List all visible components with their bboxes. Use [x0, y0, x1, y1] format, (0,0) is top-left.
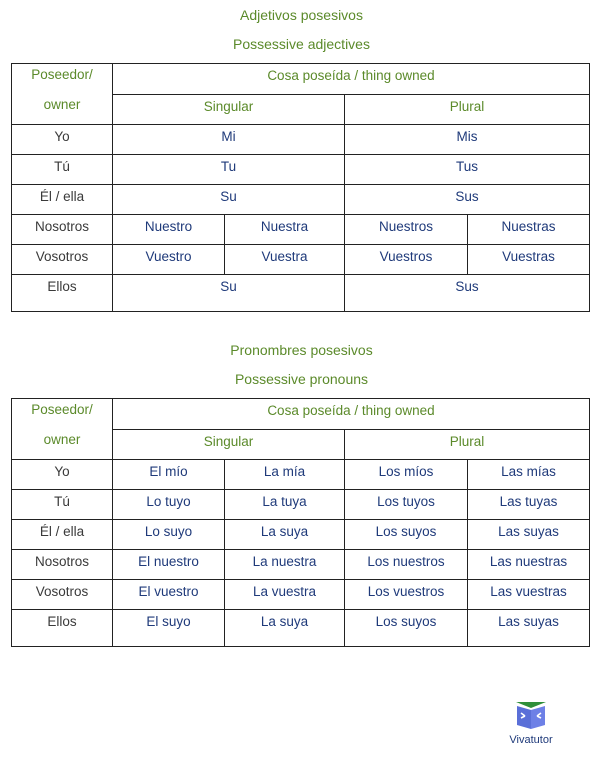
table-row: Yo El mío La mía Los míos Las mías [12, 460, 590, 490]
table-row: Vosotros El vuestro La vuestra Los vuestros Las vuestras [12, 580, 590, 610]
owner-header: Poseedor/ owner [12, 399, 113, 460]
thing-owned-header: Cosa poseída / thing owned [113, 64, 590, 95]
table-row: Él / ella Su Sus [12, 185, 590, 215]
logo-label: Vivatutor [509, 734, 553, 746]
table-row: Él / ella Lo suyo La suya Los suyos Las suyas [12, 520, 590, 550]
table-row: Tú Lo tuyo La tuya Los tuyos Las tuyas [12, 490, 590, 520]
open-book-icon [514, 700, 548, 730]
table-row: Vosotros Vuestro Vuestra Vuestros Vuestras [12, 245, 590, 275]
table-row: Tú Tu Tus [12, 155, 590, 185]
adjectives-title-en: Possessive adjectives [233, 36, 370, 52]
table-row: Nosotros El nuestro La nuestra Los nuestros Las nuestras [12, 550, 590, 580]
table-row: Nosotros Nuestro Nuestra Nuestros Nuestras [12, 215, 590, 245]
singular-header: Singular [113, 94, 345, 125]
adjectives-title-es: Adjetivos posesivos [240, 7, 363, 23]
owner-header: Poseedor/ owner [12, 64, 113, 125]
table-row: Yo Mi Mis [12, 125, 590, 155]
pronouns-table [11, 398, 590, 647]
pronouns-title-es: Pronombres posesivos [230, 342, 373, 358]
adjectives-table [11, 63, 590, 312]
singular-header: Singular [113, 429, 345, 460]
thing-owned-header: Cosa poseída / thing owned [113, 399, 590, 430]
vivatutor-logo [503, 700, 559, 746]
pronouns-title-en: Possessive pronouns [234, 371, 369, 387]
plural-header: Plural [345, 429, 590, 460]
plural-header: Plural [345, 94, 590, 125]
table-row: Ellos Su Sus [12, 275, 590, 312]
table-row: Ellos El suyo La suya Los suyos Las suyas [12, 610, 590, 647]
